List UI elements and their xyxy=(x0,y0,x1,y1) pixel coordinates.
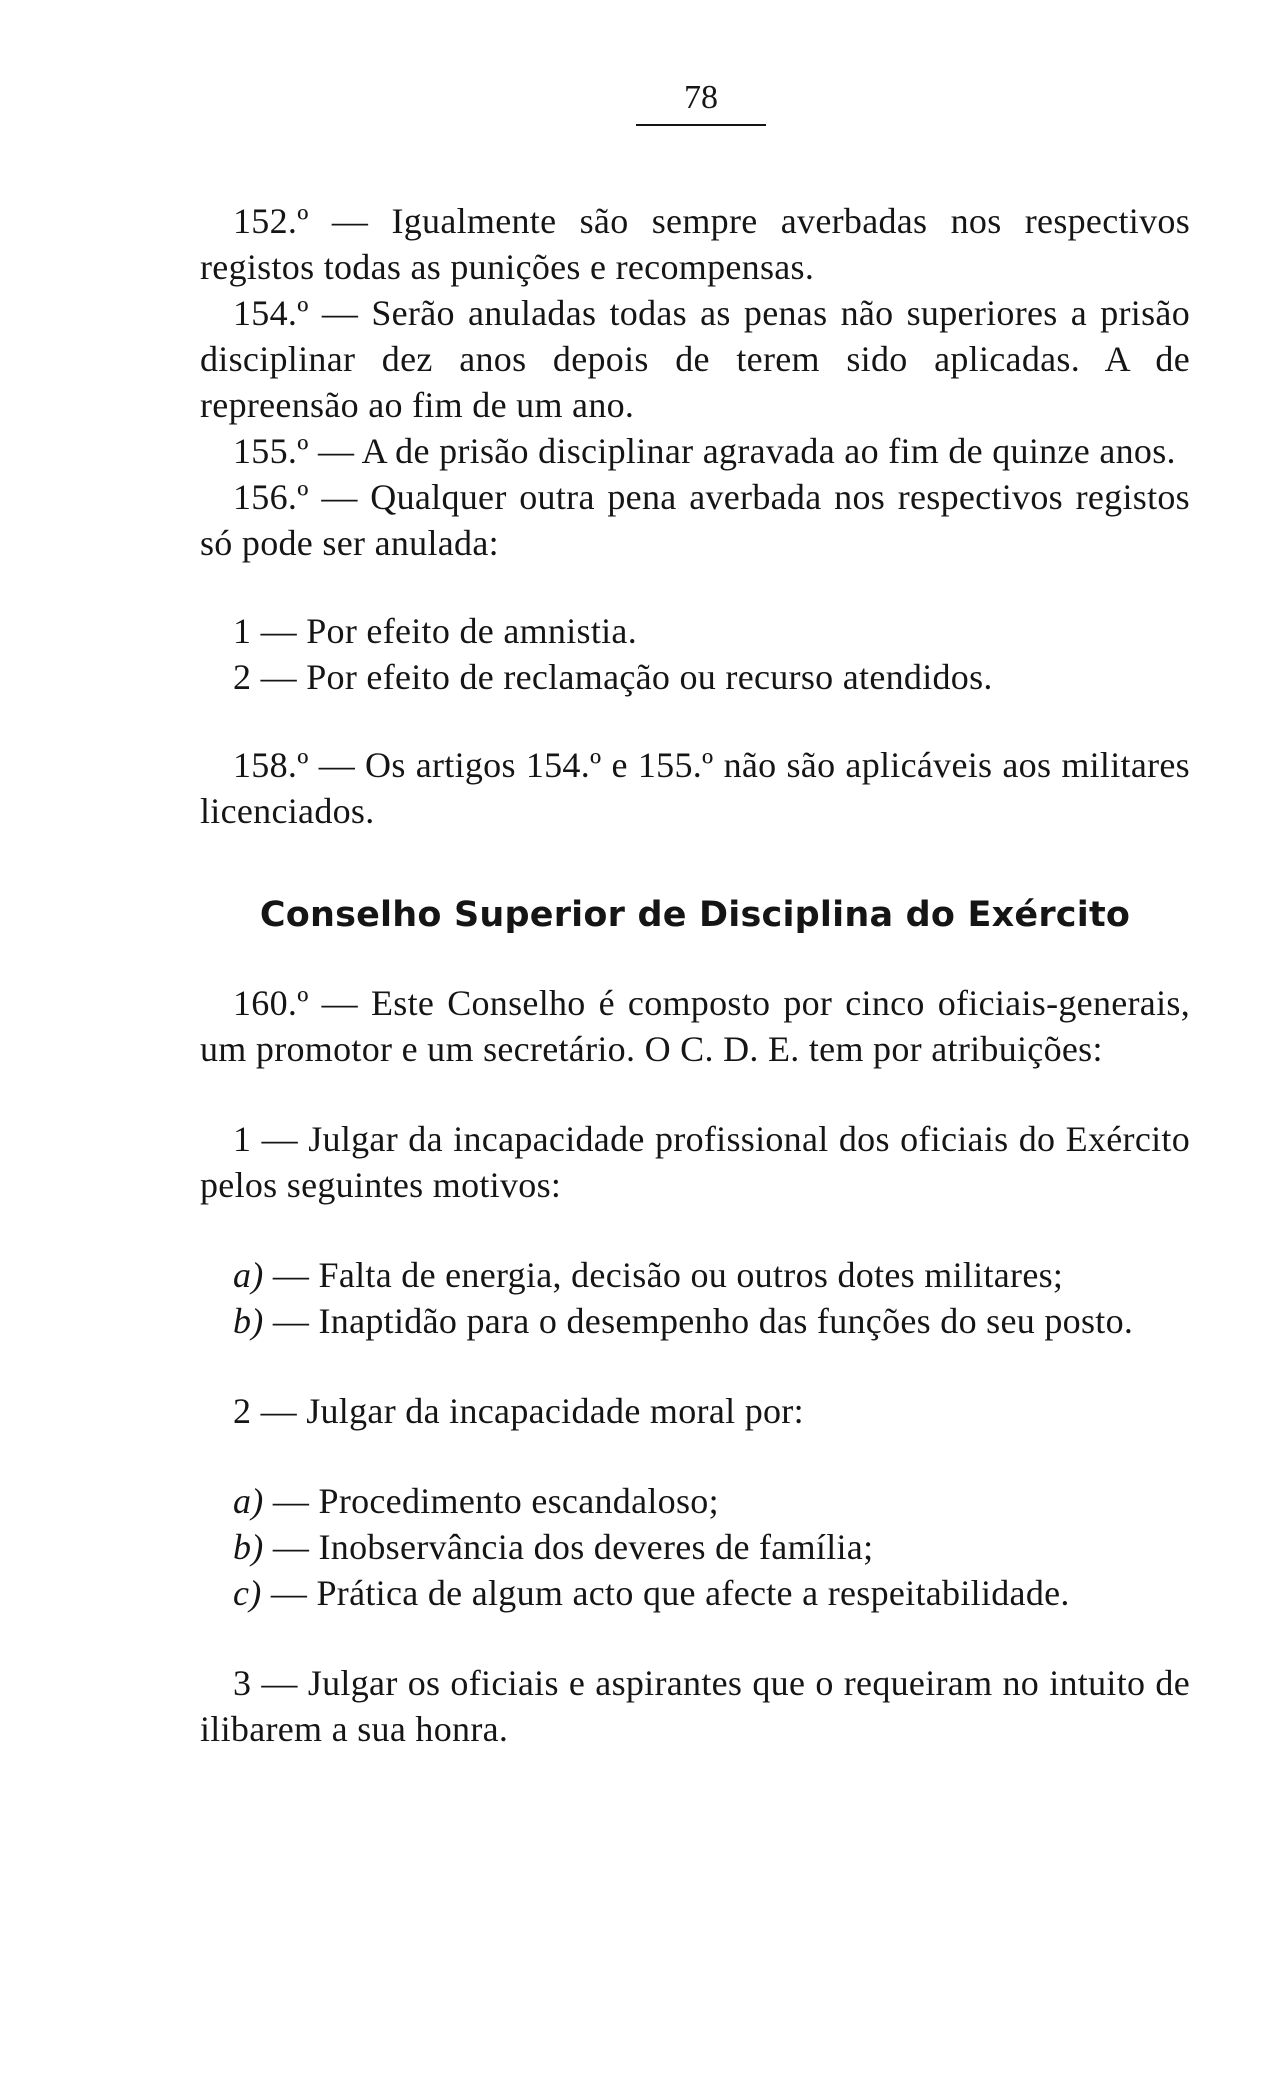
article-154: 154.º — Serão anuladas todas as penas não superiores a prisão disciplinar dez anos depois de terem sido aplicadas. A de repreensão ao fim de um ano. xyxy=(200,293,1190,425)
article-158: 158.º — Os artigos 154.º e 155.º não são aplicáveis aos militares licenciados. xyxy=(200,745,1190,831)
list-marker: c) xyxy=(233,1573,262,1613)
competence-item-3: 3 — Julgar os oficiais e aspirantes que o requeiram no intuito de ilibarem a sua honra. xyxy=(200,1663,1190,1749)
list-text: — Inobservância dos deveres de família; xyxy=(263,1527,874,1567)
list-marker: a) xyxy=(233,1481,264,1521)
article-160: 160.º — Este Conselho é composto por cinco oficiais-generais, um promotor e um secretário. O C. D. E. tem por atribuições: xyxy=(200,983,1190,1069)
competence-item-2-b xyxy=(200,1524,1190,1570)
list-text: — Procedimento escandaloso; xyxy=(263,1481,719,1521)
list-marker: b) xyxy=(233,1527,264,1567)
competence-item-2: 2 — Julgar da incapacidade moral por: xyxy=(233,1391,804,1431)
competence-item-1: 1 — Julgar da incapacidade profissional dos oficiais do Exército pelos seguintes motivos: xyxy=(200,1119,1190,1205)
list-text: — Prática de algum acto que afecte a respeitabilidade. xyxy=(261,1573,1070,1613)
list-marker: b) xyxy=(233,1301,264,1341)
article-156: 156.º — Qualquer outra pena averbada nos respectivos registos só pode ser anulada: xyxy=(200,477,1190,563)
list-text: — Falta de energia, decisão ou outros dotes militares; xyxy=(263,1255,1064,1295)
competence-item-2-c xyxy=(200,1570,1190,1616)
article-156-item-1: 1 — Por efeito de amnistia. xyxy=(233,611,638,651)
page-number: 78 xyxy=(684,79,718,116)
article-152: 152.º — Igualmente são sempre averbadas nos respectivos registos todas as punições e recompensas. xyxy=(200,201,1190,287)
competence-item-1-b xyxy=(200,1298,1190,1344)
document-page xyxy=(200,78,1190,1752)
article-155: 155.º — A de prisão disciplinar agravada ao fim de quinze anos. xyxy=(233,431,1176,471)
competence-item-2-a xyxy=(200,1478,1190,1524)
page-number-rule xyxy=(636,124,766,126)
list-text: — Inaptidão para o desempenho das funções do seu posto. xyxy=(263,1301,1134,1341)
list-marker: a) xyxy=(233,1255,264,1295)
competence-item-1-a xyxy=(200,1252,1190,1298)
section-title: Conselho Superior de Disciplina do Exército xyxy=(259,895,1131,935)
article-156-item-2: 2 — Por efeito de reclamação ou recurso atendidos. xyxy=(233,657,993,697)
